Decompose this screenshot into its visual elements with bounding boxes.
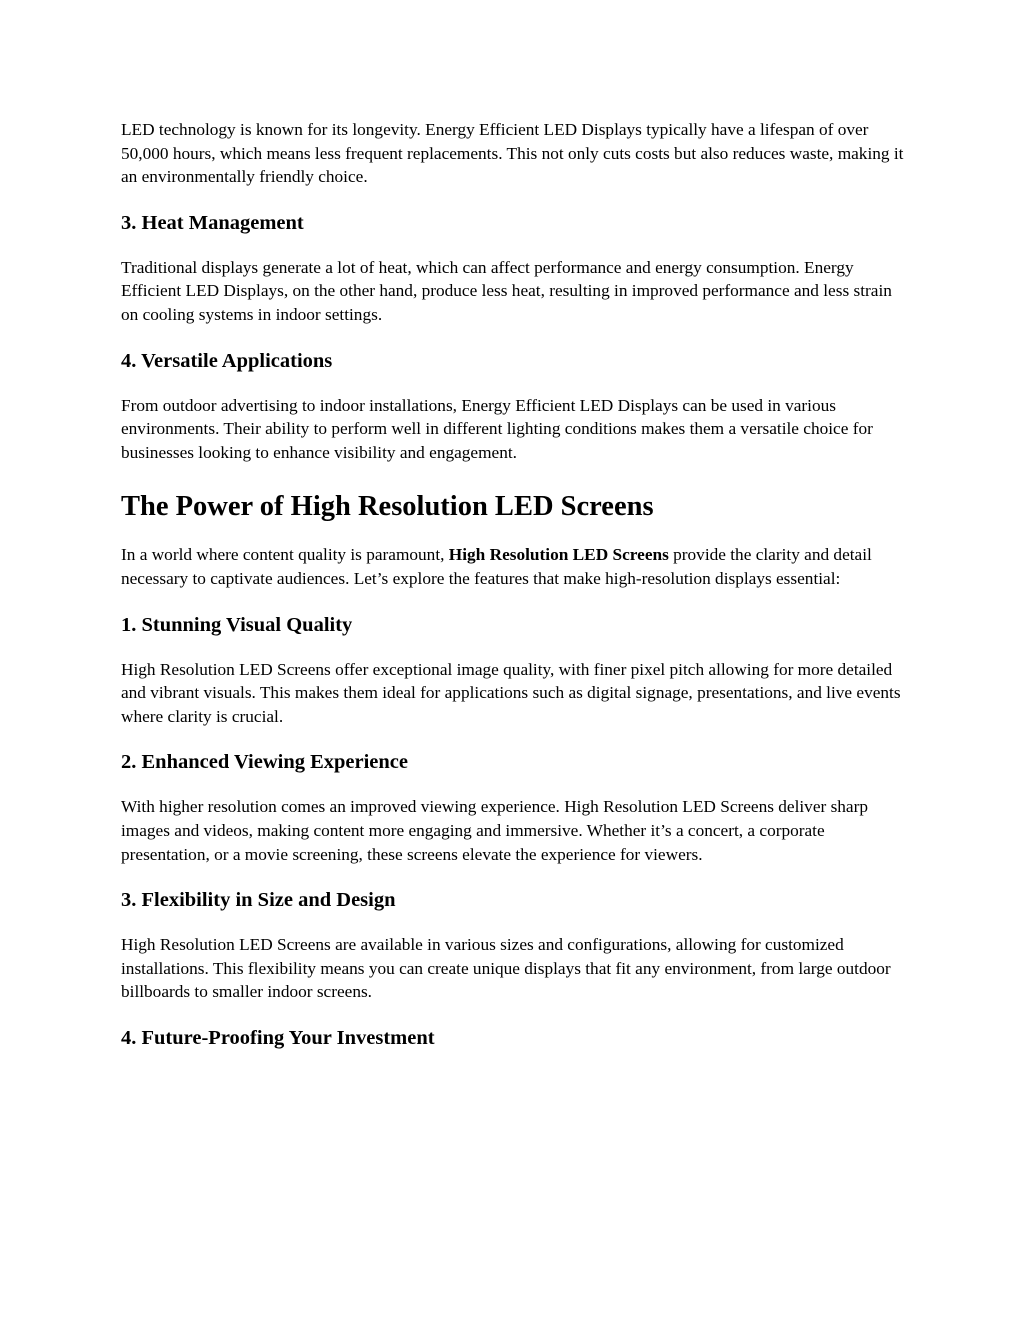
power-intro-before: In a world where content quality is paramount,: [121, 545, 449, 565]
future-proofing-heading: 4. Future-Proofing Your Investment: [121, 1026, 435, 1049]
versatile-applications-heading: 4. Versatile Applications: [121, 349, 333, 372]
stunning-visual-quality-paragraph: High Resolution LED Screens offer exceptional image quality, with finer pixel pitch allowing for more detailed and vibrant visuals. This makes them ideal for applications such as digital signage, presentations, and live events where clarity is crucial.: [121, 659, 901, 726]
enhanced-viewing-experience-heading: 2. Enhanced Viewing Experience: [121, 751, 409, 774]
power-intro-after: provide the clarity and detail necessary to captivate audiences. Let’s explore the features that make high-resolution displays essential:: [121, 545, 872, 588]
intro-paragraph: LED technology is known for its longevity. Energy Efficient LED Displays typically have a lifespan of over 50,000 hours, which means less frequent replacements. This not only cuts costs but also reduces waste, making it an environmentally friendly choice.: [121, 120, 904, 187]
stunning-visual-quality-heading: 1. Stunning Visual Quality: [121, 613, 353, 636]
power-of-high-resolution-heading: The Power of High Resolution LED Screens: [121, 491, 654, 523]
power-of-high-resolution-intro: [121, 543, 911, 590]
document-page: [121, 118, 911, 1050]
flexibility-heading: 3. Flexibility in Size and Design: [121, 889, 396, 912]
heat-management-paragraph: Traditional displays generate a lot of heat, which can affect performance and energy consumption. Energy Efficient LED Displays, on the other hand, produce less heat, resulting in improved performance and less strain on cooling systems in indoor settings.: [121, 257, 892, 324]
power-intro-bold: High Resolution LED Screens: [448, 545, 669, 565]
enhanced-viewing-experience-paragraph: With higher resolution comes an improved viewing experience. High Resolution LED Screens deliver sharp images and videos, making content more engaging and immersive. Whether it’s a concert, a corporate presentation, or a movie screening, these screens elevate the experience for viewers.: [121, 797, 869, 864]
versatile-applications-paragraph: From outdoor advertising to indoor installations, Energy Efficient LED Displays can be used in various environments. Their ability to perform well in different lighting conditions makes them a versatile choice for businesses looking to enhance visibility and engagement.: [121, 395, 873, 462]
flexibility-paragraph: High Resolution LED Screens are available in various sizes and configurations, allowing for customized installations. This flexibility means you can create unique displays that fit any environment, from large outdoor billboards to smaller indoor screens.: [121, 935, 891, 1002]
heat-management-heading: 3. Heat Management: [121, 211, 304, 234]
